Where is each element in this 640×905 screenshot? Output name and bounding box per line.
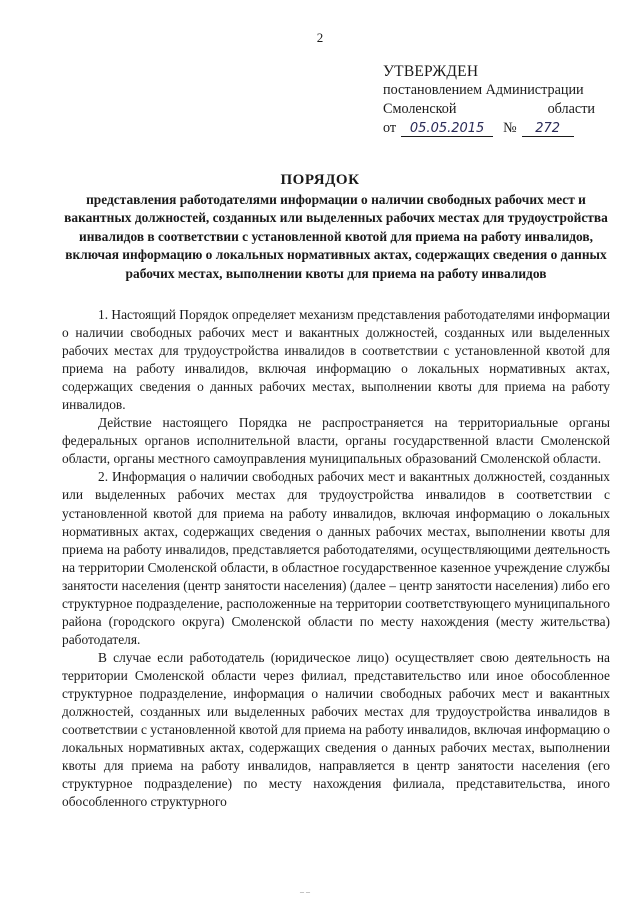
- document-title: ПОРЯДОК: [280, 172, 360, 188]
- approval-region-word: области: [547, 101, 595, 117]
- scan-artifact: – –: [300, 887, 310, 896]
- number-prefix: №: [503, 120, 517, 136]
- document-body: [62, 306, 610, 811]
- date-prefix: от: [383, 120, 397, 136]
- handwritten-date: 05.05.2015: [401, 121, 493, 137]
- page-number: 2: [316, 30, 324, 45]
- approval-region: Смоленской: [383, 101, 457, 117]
- approval-heading: УТВЕРЖДЕН: [383, 63, 479, 80]
- paragraph: 1. Настоящий Порядок определяет механизм представления работодателями информации о наличии свободных рабочих мест и вакантных должностей, созданных или выделенных рабочих местах для трудоустройства инвалидов в соответствии с установленной квотой для приема на работу инвалидов, включая информацию о локальных нормативных актах, содержащих сведения о данных рабочих местах, выполнении квоты для приема на работу инвалидов.: [62, 307, 610, 413]
- handwritten-number: 272: [522, 121, 574, 137]
- paragraph: 2. Информация о наличии свободных рабочих мест и вакантных должностей, созданных или выделенных рабочих местах для трудоустройства инвалидов в соответствии с установленной квотой для приема на работу инвалидов, включая информацию о локальных нормативных актах, содержащих сведения о данных рабочих местах, выполнении квоты для приема на работу инвалидов, представляется работодателями, осуществляющими деятельность на территории Смоленской области, в областное государственное казенное учреждение службы занятости населения (центр занятости населения) (далее – центр занятости населения) либо его структурное подразделение, расположенные на территории соответствующего муниципального района (городского округа) Смоленской области по месту нахождения (месту жительства) работодателя.: [62, 469, 610, 647]
- approval-block: [383, 62, 595, 138]
- paragraph: В случае если работодатель (юридическое лицо) осуществляет свою деятельность на территории Смоленской области через филиал, представительство или иное обособленное структурное подразделение, информация о наличии свободных рабочих мест и вакантных должностей, созданных или выделенных рабочих местах для трудоустройства инвалидов в соответствии с установленной квотой для приема на работу инвалидов, включая информацию о локальных нормативных актах, содержащих сведения о данных рабочих местах, выполнении квоты для приема на работу инвалидов, направляется в центр занятости населения (его структурное подразделение) по месту нахождения филиала, представительства, иного обособленного структурного: [62, 649, 611, 810]
- approval-date-row: [383, 119, 595, 138]
- approval-line-1: постановлением Администрации: [383, 82, 584, 98]
- approval-line-2: [383, 100, 595, 119]
- paragraph: Действие настоящего Порядка не распространяется на территориальные органы федеральных органов исполнительной власти, органы государственной власти Смоленской области, органы местного самоуправления муниципальных образований Смоленской области.: [62, 415, 610, 467]
- document-subtitle: представления работодателями информации о наличии свободных рабочих мест и вакантных должностей, созданных или выделенных рабочих местах для трудоустройства инвалидов в соответствии с установленной квотой для приема на работу инвалидов, включая информацию о локальных нормативных актах, содержащих сведения о данных рабочих местах, выполнении квоты для приема на работу инвалидов: [64, 192, 608, 281]
